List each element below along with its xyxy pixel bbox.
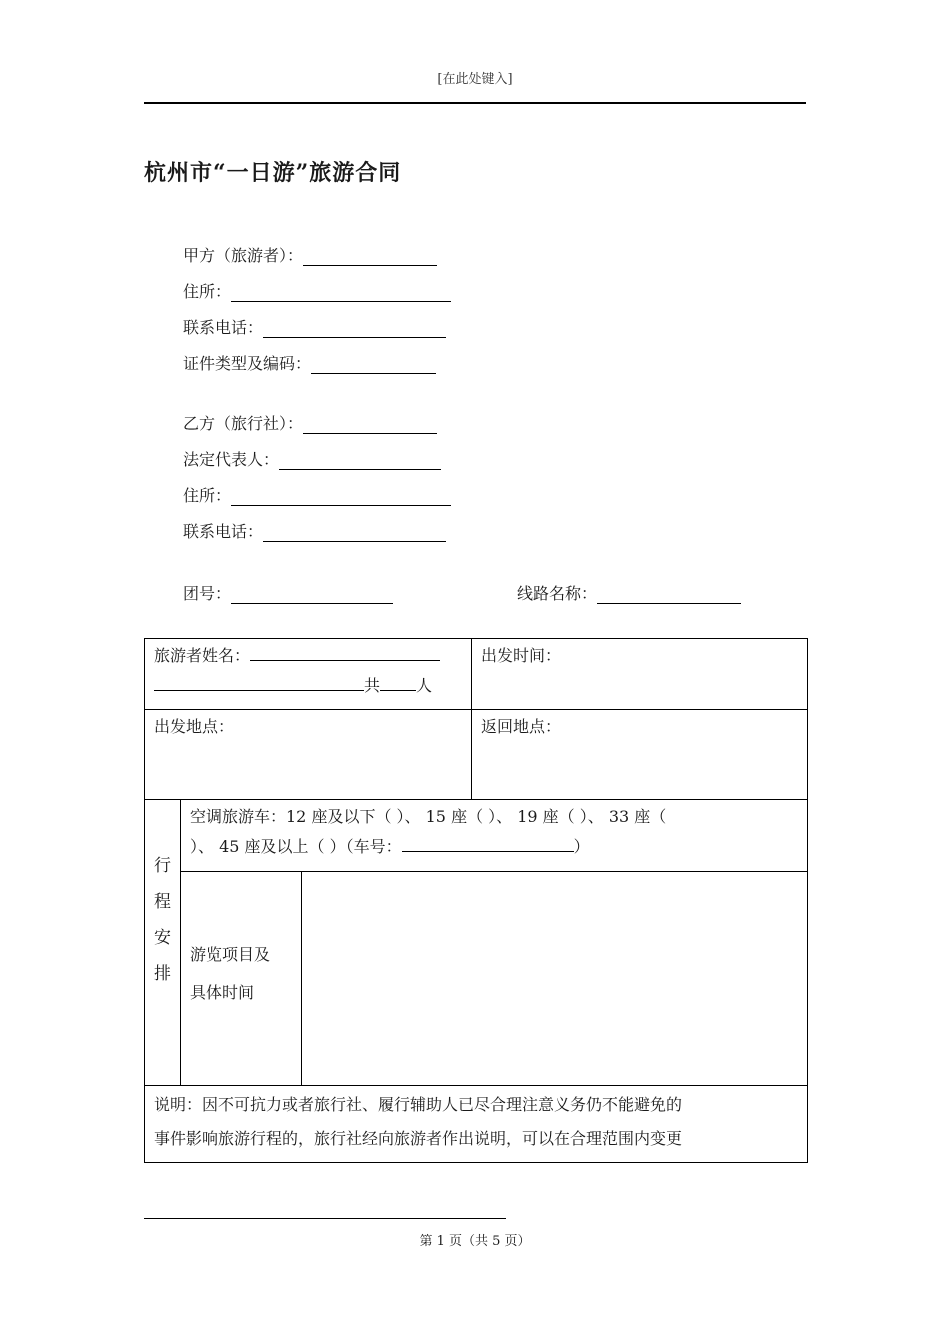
page-footer: 第 1 页（共 5 页） — [419, 1234, 531, 1249]
party-b-address-blank[interactable] — [231, 487, 451, 506]
tourist-name-label: 旅游者姓名： — [154, 646, 251, 665]
header-divider — [144, 102, 806, 104]
footer-divider — [144, 1218, 506, 1219]
route-name-label: 线路名称： — [517, 584, 598, 603]
party-a-phone-blank[interactable] — [263, 319, 446, 338]
return-place-label: 返回地点： — [481, 717, 562, 736]
party-a-id-blank[interactable] — [311, 355, 436, 374]
itinerary-vertical-label — [145, 800, 180, 992]
table-row — [145, 872, 808, 1086]
group-no-field — [183, 581, 393, 604]
table-row — [145, 639, 808, 710]
party-a-field — [183, 243, 437, 266]
party-a-label: 甲方（旅游者）： — [183, 246, 304, 265]
party-b-phone-field — [183, 519, 446, 542]
bus-type-line1: 空调旅游车：12 座及以下（ ）、 15 座（ ）、 19 座（ ）、 33 座（ — [190, 807, 667, 826]
party-a-phone-label: 联系电话： — [183, 318, 264, 337]
tourist-list-blank[interactable] — [154, 672, 364, 691]
itinerary-char: 行 — [154, 856, 171, 876]
party-a-address-field — [183, 279, 451, 302]
party-a-id-field — [183, 351, 436, 374]
party-a-address-blank[interactable] — [231, 283, 451, 302]
party-a-address-label: 住所： — [183, 282, 232, 301]
bus-type-cell — [181, 800, 808, 872]
bus-type-line2: ）、 45 座及以上（ ）（车号： — [190, 837, 402, 856]
itinerary-char: 排 — [154, 964, 171, 984]
plate-number-blank[interactable] — [402, 833, 574, 852]
sights-content-cell[interactable] — [302, 872, 808, 1086]
itinerary-char: 安 — [154, 928, 171, 948]
note-cell — [145, 1086, 808, 1163]
note-line2: 事件影响旅游行程的，旅行社经向旅游者作出说明，可以在合理范围内变更 — [154, 1129, 683, 1148]
sights-label-line1: 游览项目及 — [190, 945, 271, 964]
note-line1: 说明：因不可抗力或者旅行社、履行辅助人已尽合理注意义务仍不能避免的 — [154, 1095, 683, 1114]
total-suffix: 人 — [416, 676, 433, 695]
departure-time-cell[interactable] — [472, 639, 808, 710]
party-b-legal-rep-blank[interactable] — [279, 451, 441, 470]
total-prefix: 共 — [364, 676, 381, 695]
table-row — [145, 800, 808, 872]
departure-place-label: 出发地点： — [154, 717, 235, 736]
group-no-label: 团号： — [183, 584, 232, 603]
party-b-address-field — [183, 483, 451, 506]
sights-label-line2: 具体时间 — [190, 983, 255, 1002]
route-name-field — [517, 581, 741, 604]
return-place-cell[interactable] — [472, 710, 808, 800]
party-b-phone-blank[interactable] — [263, 523, 446, 542]
itinerary-char: 程 — [154, 892, 171, 912]
departure-place-cell[interactable] — [145, 710, 472, 800]
group-no-blank[interactable] — [231, 585, 393, 604]
itinerary-header-cell — [145, 800, 181, 1086]
party-b-blank[interactable] — [303, 415, 437, 434]
tourist-name-blank[interactable] — [250, 642, 440, 661]
party-a-id-label: 证件类型及编码： — [183, 354, 312, 373]
bus-type-line2-end: ） — [573, 837, 590, 856]
sights-label-cell — [181, 872, 302, 1086]
page-header: [在此处键入] — [437, 72, 513, 87]
party-b-legal-rep-label: 法定代表人： — [183, 450, 280, 469]
party-b-legal-rep-field — [183, 447, 441, 470]
party-a-phone-field — [183, 315, 446, 338]
document-title: 杭州市“一日游”旅游合同 — [144, 160, 402, 186]
party-b-address-label: 住所： — [183, 486, 232, 505]
departure-time-label: 出发时间： — [481, 646, 562, 665]
party-b-field — [183, 411, 437, 434]
party-b-label: 乙方（旅行社）： — [183, 414, 304, 433]
itinerary-table — [144, 638, 808, 1163]
table-row — [145, 1086, 808, 1163]
tourist-name-cell — [145, 639, 472, 710]
party-b-phone-label: 联系电话： — [183, 522, 264, 541]
table-row — [145, 710, 808, 800]
total-count-blank[interactable] — [380, 672, 416, 691]
party-a-blank[interactable] — [303, 247, 437, 266]
route-name-blank[interactable] — [597, 585, 741, 604]
